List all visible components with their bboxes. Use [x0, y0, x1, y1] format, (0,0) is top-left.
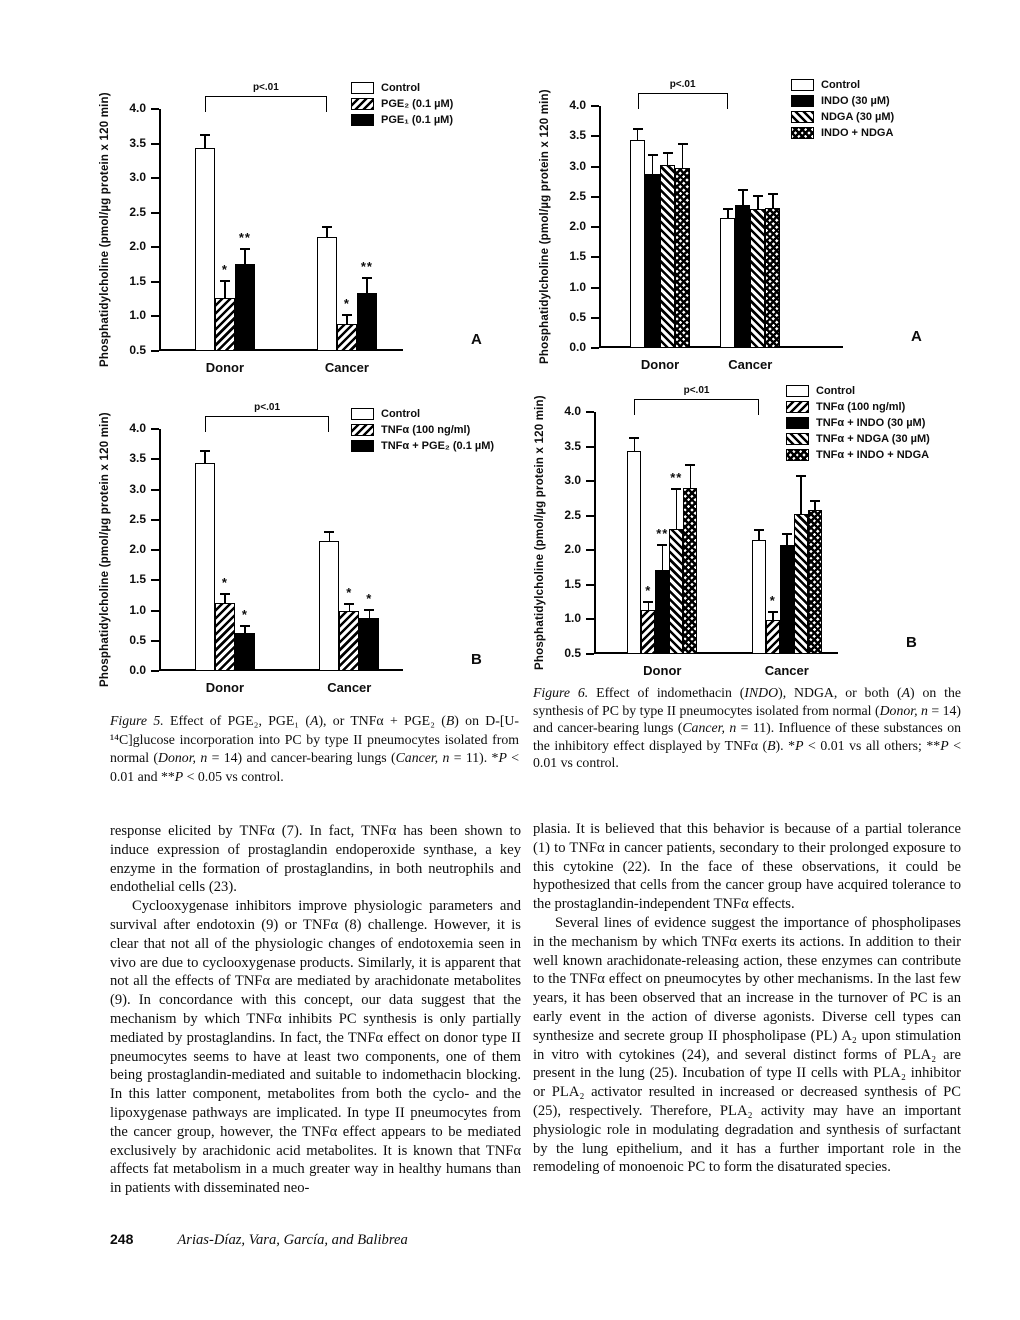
- legend-swatch: [351, 98, 374, 110]
- caption-text-segment: < 0.01 vs control.: [533, 737, 961, 771]
- bar: [675, 168, 690, 348]
- significance-marker: **: [670, 469, 683, 485]
- error-bar: [346, 315, 348, 324]
- y-tick: [591, 166, 599, 168]
- y-tick: [591, 135, 599, 137]
- y-tick: [586, 618, 594, 620]
- y-tick-label: 3.5: [569, 128, 586, 143]
- y-tick: [586, 515, 594, 517]
- bar: [641, 610, 655, 654]
- error-bar: [349, 604, 351, 611]
- y-axis-label: Phosphatidylcholine (pmol/µg protein x 120 min): [539, 89, 551, 365]
- y-tick-label: 1.0: [564, 611, 581, 626]
- bracket-p-value: p<.01: [254, 402, 281, 413]
- legend-item: [351, 423, 494, 436]
- error-bar: [662, 545, 664, 570]
- figure-5-panel-a-chart: [93, 73, 525, 391]
- error-bar-cap: [768, 193, 778, 195]
- legend-swatch: [791, 95, 814, 107]
- figure-6-panel-b-chart: [528, 376, 960, 694]
- panel-letter: B: [906, 634, 917, 651]
- error-bar-cap: [657, 544, 667, 546]
- legend-swatch: [351, 114, 374, 126]
- y-tick-label: 4.0: [129, 101, 146, 115]
- y-tick-label: 3.0: [129, 170, 146, 185]
- error-bar: [369, 610, 371, 618]
- y-tick-label: 1.0: [129, 308, 146, 323]
- x-category-label: Cancer: [728, 357, 773, 372]
- page-footer: [110, 1231, 408, 1249]
- y-tick-label: 2.0: [569, 219, 586, 233]
- significance-marker: *: [346, 584, 353, 600]
- y-tick-label: 0.5: [129, 343, 146, 357]
- error-bar: [757, 196, 759, 209]
- y-tick-label: 0.0: [129, 663, 146, 677]
- error-bar-cap: [723, 208, 733, 210]
- error-bar: [727, 209, 729, 217]
- bar: [235, 633, 255, 671]
- page-number: 248: [110, 1231, 134, 1247]
- bar: [235, 264, 255, 351]
- legend-label: Control: [816, 384, 856, 397]
- y-tick-label: 2.5: [129, 204, 146, 219]
- bar: [195, 463, 215, 671]
- error-bar-cap: [342, 314, 352, 316]
- error-bar-cap: [648, 154, 658, 156]
- error-bar: [772, 612, 774, 620]
- caption-text-segment: P: [498, 750, 507, 766]
- bar: [735, 205, 750, 348]
- y-tick: [151, 428, 159, 430]
- legend-swatch: [351, 440, 374, 452]
- caption-text-segment: = 14) and cancer-bearing lungs (: [533, 702, 961, 736]
- y-tick-label: 2.0: [564, 542, 581, 557]
- y-tick-label: 3.5: [564, 438, 581, 453]
- error-bar-cap: [678, 143, 688, 145]
- y-tick: [151, 670, 159, 672]
- bar: [669, 529, 683, 654]
- x-category-label: Cancer: [327, 680, 372, 695]
- error-bar: [758, 530, 760, 540]
- y-tick: [591, 226, 599, 228]
- body-column-left: [110, 822, 521, 1198]
- error-bar-cap: [629, 437, 639, 439]
- panel-letter: B: [471, 651, 482, 668]
- x-category-label: Donor: [643, 663, 682, 678]
- y-tick: [151, 489, 159, 491]
- error-bar: [786, 534, 788, 545]
- y-tick: [586, 549, 594, 551]
- error-bar: [800, 476, 802, 514]
- error-bar: [204, 451, 206, 462]
- error-bar-cap: [782, 533, 792, 535]
- legend-item: [351, 407, 494, 420]
- chart-legend: [786, 384, 930, 464]
- legend-label: INDO + NDGA: [821, 126, 894, 139]
- y-tick: [151, 640, 159, 642]
- y-tick-label: 2.0: [129, 542, 146, 556]
- caption-text-segment: B: [767, 737, 776, 753]
- caption-text-segment: < 0.01 and **: [110, 750, 520, 784]
- significance-marker: **: [360, 258, 373, 274]
- legend-swatch: [786, 449, 809, 461]
- x-category-label: Donor: [205, 680, 245, 695]
- bar: [339, 611, 359, 671]
- y-tick: [151, 458, 159, 460]
- y-tick: [586, 411, 594, 413]
- y-tick: [151, 281, 159, 283]
- y-tick: [151, 108, 159, 110]
- legend-swatch: [786, 385, 809, 397]
- y-axis-label: Phosphatidylcholine (pmol/µg protein x 120 min): [534, 395, 546, 671]
- caption-text-segment: Donor, n: [158, 750, 208, 766]
- legend-item: [351, 81, 453, 94]
- caption-text-segment: = 14) and cancer-bearing lungs (: [207, 750, 396, 766]
- legend-swatch: [786, 433, 809, 445]
- legend-label: TNFα (100 ng/ml): [816, 400, 906, 413]
- y-tick: [151, 519, 159, 521]
- error-bar-cap: [322, 226, 332, 228]
- legend-swatch: [786, 417, 809, 429]
- chart-legend: [351, 81, 453, 129]
- legend-swatch: [351, 424, 374, 436]
- legend-label: Control: [821, 78, 861, 91]
- legend-label: TNFα + PGE₂ (0.1 µM): [381, 439, 495, 452]
- chart-legend: [791, 78, 894, 142]
- error-bar: [637, 129, 639, 140]
- y-tick: [591, 287, 599, 289]
- significance-bracket: [205, 96, 327, 112]
- legend-label: TNFα + INDO (30 µM): [816, 416, 926, 429]
- y-tick-label: 0.5: [564, 646, 581, 660]
- error-bar-cap: [685, 464, 695, 466]
- y-tick: [151, 315, 159, 317]
- y-tick-label: 2.5: [129, 511, 146, 526]
- y-tick-label: 2.5: [569, 188, 586, 203]
- legend-item: [786, 400, 930, 413]
- caption-text-segment: = 11). Influence of these substances on the inhibitory effect displayed by TNFα (: [533, 720, 961, 753]
- error-bar: [652, 155, 654, 174]
- error-bar-cap: [754, 529, 764, 531]
- running-authors: Arias-Díaz, Vara, García, and Balibrea: [177, 1232, 408, 1248]
- bar: [655, 570, 669, 654]
- caption-text-segment: INDO: [744, 685, 779, 700]
- y-tick-label: 1.0: [569, 279, 586, 294]
- caption-text-segment: ), or TNFα + PGE₂ (: [318, 713, 446, 728]
- error-bar-cap: [810, 500, 820, 502]
- legend-swatch: [351, 82, 374, 94]
- bar: [317, 237, 337, 351]
- error-bar: [682, 144, 684, 168]
- paragraph: Cyclooxygenase inhibitors improve physiologic parameters and survival after endotoxin (9) or TNFα (8) challenge. However, it is clear that not all of the physiologic changes of endotoxemia seen in vivo are due to cyclooxygenase products. Similarly, it is apparent that not all the effects of TNFα are mediated by arachidonate metabolites (9). In concordance with this concept, our data suggest that the mechanism by which TNFα inhibits PC synthesis is only partially mediated by prostaglandins. In fact, the TNFα effect on donor type II pneumocytes seems to have at least two components, one of them being prostaglandin-mediated and suitable to indomethacin blocking. In this latter component, metabolites from both the cyclo- and the lipoxygenase pathways are implicated. In type II pneumocytes from the cancer group, however, the TNFα effect appears to be mediated exclusively by arachidonic acid metabolites. It is known that TNFα affects fat metabolism in a much greater way in healthy humans than in patients with disseminated neo-: [110, 898, 521, 1197]
- error-bar: [366, 278, 368, 293]
- figure-5-caption: [110, 712, 519, 786]
- legend-label: Control: [381, 407, 421, 420]
- error-bar: [648, 602, 650, 610]
- paragraph: plasia. It is believed that this behavior is because of a partial tolerance (1) to TNFα in cancer patients, secondary to their prolonged exposure to this cytokine (22). In the face of these observations, it could be hypothesized that cells from the cancer group have acquired tolerance to the prostaglandin-independent TNFα effects.: [533, 821, 961, 913]
- legend-item: [351, 113, 453, 126]
- y-tick: [151, 246, 159, 248]
- bar: [319, 541, 339, 671]
- caption-text-segment: Effect of PGE₂, PGE₁ (: [163, 713, 310, 728]
- y-tick: [151, 177, 159, 179]
- y-axis-label: Phosphatidylcholine (pmol/µg protein x 120 min): [99, 412, 111, 688]
- legend-swatch: [791, 127, 814, 139]
- y-tick: [586, 480, 594, 482]
- caption-text-segment: ) on the synthesis of PC by type II pneumocytes isolated from normal (: [533, 685, 961, 718]
- legend-label: PGE₁ (0.1 µM): [381, 113, 454, 126]
- legend-swatch: [351, 408, 374, 420]
- y-tick: [151, 350, 159, 352]
- y-tick: [151, 143, 159, 145]
- bar: [780, 545, 794, 654]
- caption-text-segment: Cancer, n: [682, 720, 737, 736]
- paragraph: Several lines of evidence suggest the importance of phospholipases in the mechanism by which TNFα exerts its actions. In addition to their well known arachidonate-releasing action, these enzymes can contribute to the TNFα effect on pneumocytes by other mechanisms. In the last few years, it has been observed that an increase in the turnover of PC is an early event in the action of diverse agonists. Diverse cell types can synthesize and secrete group II phospholipase (PL) A₂ upon stimulation in vitro with cytokines (24), and several distinct forms of PLA₂ are present in the lung (25). Incubation of type II cells with PLA₂ inhibitor or PLA₂ activator resulted in increased or decreased synthesis of PC (25), respectively. Therefore, PLA₂ activity may have an important physiologic role in modulating degradation and synthesis of surfactant by the lung epithelium, and it has a further important role in the remodeling of monoenoic PC to form the disaturated species.: [533, 914, 961, 1176]
- y-tick: [591, 317, 599, 319]
- y-tick-label: 4.0: [129, 421, 146, 435]
- significance-marker: *: [221, 575, 228, 591]
- bar: [720, 218, 735, 348]
- caption-text-segment: B: [445, 713, 455, 728]
- bracket-p-value: p<.01: [669, 79, 696, 90]
- error-bar: [690, 465, 692, 489]
- figure-6-panel-a-chart: [533, 70, 965, 388]
- legend-item: [786, 432, 930, 445]
- y-tick-label: 0.0: [569, 340, 586, 354]
- error-bar-cap: [643, 601, 653, 603]
- error-bar: [244, 249, 246, 264]
- caption-text-segment: A: [310, 713, 319, 728]
- error-bar: [742, 190, 744, 205]
- y-tick-label: 0.5: [129, 632, 146, 647]
- legend-item: [786, 416, 930, 429]
- caption-text-segment: Cancer, n: [395, 750, 450, 766]
- caption-text-segment: A: [901, 685, 910, 700]
- caption-text-segment: Figure 6.: [533, 685, 589, 700]
- bracket-p-value: p<.01: [252, 82, 279, 93]
- y-tick: [586, 446, 594, 448]
- legend-swatch: [791, 111, 814, 123]
- error-bar: [676, 489, 678, 529]
- error-bar: [224, 281, 226, 298]
- y-tick-label: 4.0: [569, 98, 586, 112]
- y-tick: [586, 653, 594, 655]
- significance-marker: **: [656, 525, 669, 541]
- y-tick: [591, 256, 599, 258]
- legend-item: [791, 110, 894, 123]
- error-bar: [667, 153, 669, 164]
- error-bar-cap: [220, 280, 230, 282]
- y-tick: [151, 610, 159, 612]
- error-bar-cap: [200, 450, 210, 452]
- y-tick-label: 3.5: [129, 135, 146, 150]
- x-category-label: Donor: [640, 357, 680, 372]
- error-bar-cap: [633, 128, 643, 130]
- caption-text-segment: ), NDGA, or both (: [778, 685, 902, 700]
- caption-text-segment: P: [940, 737, 949, 753]
- bar: [808, 510, 822, 654]
- error-bar: [326, 227, 328, 237]
- figure-5-panel-b-chart: [93, 393, 525, 711]
- error-bar: [772, 194, 774, 208]
- error-bar-cap: [753, 195, 763, 197]
- y-tick-label: 3.0: [569, 158, 586, 173]
- y-tick-label: 3.0: [129, 481, 146, 496]
- error-bar-cap: [796, 475, 806, 477]
- chart-legend: [351, 407, 494, 455]
- significance-bracket: [634, 399, 758, 415]
- legend-swatch: [791, 79, 814, 91]
- error-bar: [204, 135, 206, 147]
- bar: [750, 209, 765, 348]
- caption-text-segment: ) on D-[U-¹⁴C]glucose incorporation into PC by type II pneumocytes isolated from normal (: [110, 713, 519, 766]
- significance-marker: *: [221, 262, 228, 278]
- significance-marker: **: [238, 230, 251, 246]
- y-tick-label: 0.5: [569, 309, 586, 324]
- error-bar-cap: [240, 625, 250, 627]
- legend-label: PGE₂ (0.1 µM): [381, 97, 454, 110]
- significance-bracket: [205, 416, 329, 432]
- x-category-label: Cancer: [764, 663, 809, 678]
- bar: [660, 165, 675, 348]
- error-bar-cap: [220, 593, 230, 595]
- legend-swatch: [786, 401, 809, 413]
- legend-label: NDGA (30 µM): [821, 110, 895, 123]
- legend-item: [786, 448, 930, 461]
- significance-bracket: [638, 93, 728, 109]
- y-tick-label: 1.0: [129, 602, 146, 617]
- legend-item: [791, 78, 894, 91]
- error-bar-cap: [200, 134, 210, 136]
- y-tick-label: 4.0: [564, 404, 581, 418]
- y-tick: [586, 584, 594, 586]
- y-tick: [591, 347, 599, 349]
- caption-text-segment: P: [174, 768, 184, 784]
- y-tick-label: 3.0: [564, 473, 581, 488]
- legend-item: [351, 97, 453, 110]
- legend-item: [791, 94, 894, 107]
- error-bar: [224, 594, 226, 602]
- legend-label: TNFα (100 ng/ml): [381, 423, 471, 436]
- bar: [683, 488, 697, 654]
- legend-item: [791, 126, 894, 139]
- figure-6-caption: [533, 684, 961, 772]
- significance-marker: *: [769, 592, 776, 608]
- significance-marker: *: [366, 590, 373, 606]
- significance-marker: *: [645, 583, 652, 599]
- bar: [359, 618, 379, 671]
- paragraph: response elicited by TNFα (7). In fact, TNFα has been shown to induce expression of prostaglandin endoperoxide synthase, a key enzyme in the formation of prostaglandins, in both neutrophils and endothelial cells (23).: [110, 823, 521, 896]
- bar: [765, 208, 780, 348]
- caption-text-segment: < 0.05 vs control.: [183, 768, 284, 784]
- legend-label: TNFα + NDGA (30 µM): [816, 432, 930, 445]
- caption-text-segment: Donor, n: [879, 702, 928, 718]
- y-axis-label: Phosphatidylcholine (pmol/µg protein x 120 min): [99, 92, 111, 368]
- error-bar-cap: [324, 531, 334, 533]
- body-column-right: [533, 820, 961, 1177]
- panel-letter: A: [911, 328, 922, 345]
- y-tick: [591, 105, 599, 107]
- panel-letter: A: [471, 331, 482, 348]
- x-category-label: Donor: [205, 360, 245, 375]
- bar: [195, 148, 215, 351]
- y-tick-label: 1.5: [569, 249, 586, 264]
- legend-item: [786, 384, 930, 397]
- y-tick-label: 1.5: [564, 576, 581, 591]
- y-tick: [151, 212, 159, 214]
- y-tick-label: 3.5: [129, 451, 146, 466]
- y-tick-label: 1.5: [129, 273, 146, 288]
- caption-text-segment: < 0.01 vs all others; **: [803, 737, 941, 753]
- bracket-p-value: p<.01: [683, 385, 710, 396]
- bar: [766, 620, 780, 654]
- bar: [337, 324, 357, 351]
- legend-label: Control: [381, 81, 421, 94]
- legend-label: INDO (30 µM): [821, 94, 890, 107]
- y-tick-label: 2.0: [129, 239, 146, 254]
- error-bar-cap: [344, 603, 354, 605]
- bar: [627, 451, 641, 654]
- error-bar-cap: [663, 152, 673, 154]
- error-bar-cap: [364, 609, 374, 611]
- caption-text-segment: Figure 5.: [110, 713, 164, 728]
- y-tick: [591, 196, 599, 198]
- bar: [630, 140, 645, 348]
- error-bar: [814, 501, 816, 510]
- y-tick: [151, 549, 159, 551]
- bar: [794, 514, 808, 654]
- error-bar-cap: [362, 277, 372, 279]
- bar: [645, 174, 660, 348]
- caption-text-segment: = 11). *: [449, 750, 499, 766]
- x-category-label: Cancer: [324, 360, 369, 375]
- bar: [215, 298, 235, 351]
- significance-marker: *: [343, 296, 350, 312]
- significance-marker: *: [241, 607, 248, 623]
- error-bar: [329, 532, 331, 540]
- y-tick-label: 2.5: [564, 507, 581, 522]
- bar: [357, 293, 377, 351]
- error-bar: [634, 438, 636, 451]
- caption-text-segment: ). *: [775, 737, 796, 753]
- caption-text-segment: Effect of indomethacin (: [588, 685, 745, 700]
- caption-text-segment: P: [795, 737, 804, 753]
- error-bar-cap: [240, 248, 250, 250]
- legend-label: TNFα + INDO + NDGA: [816, 448, 930, 461]
- error-bar-cap: [738, 189, 748, 191]
- error-bar-cap: [671, 488, 681, 490]
- legend-item: [351, 439, 494, 452]
- y-tick: [151, 579, 159, 581]
- y-tick-label: 1.5: [129, 572, 146, 587]
- error-bar-cap: [768, 611, 778, 613]
